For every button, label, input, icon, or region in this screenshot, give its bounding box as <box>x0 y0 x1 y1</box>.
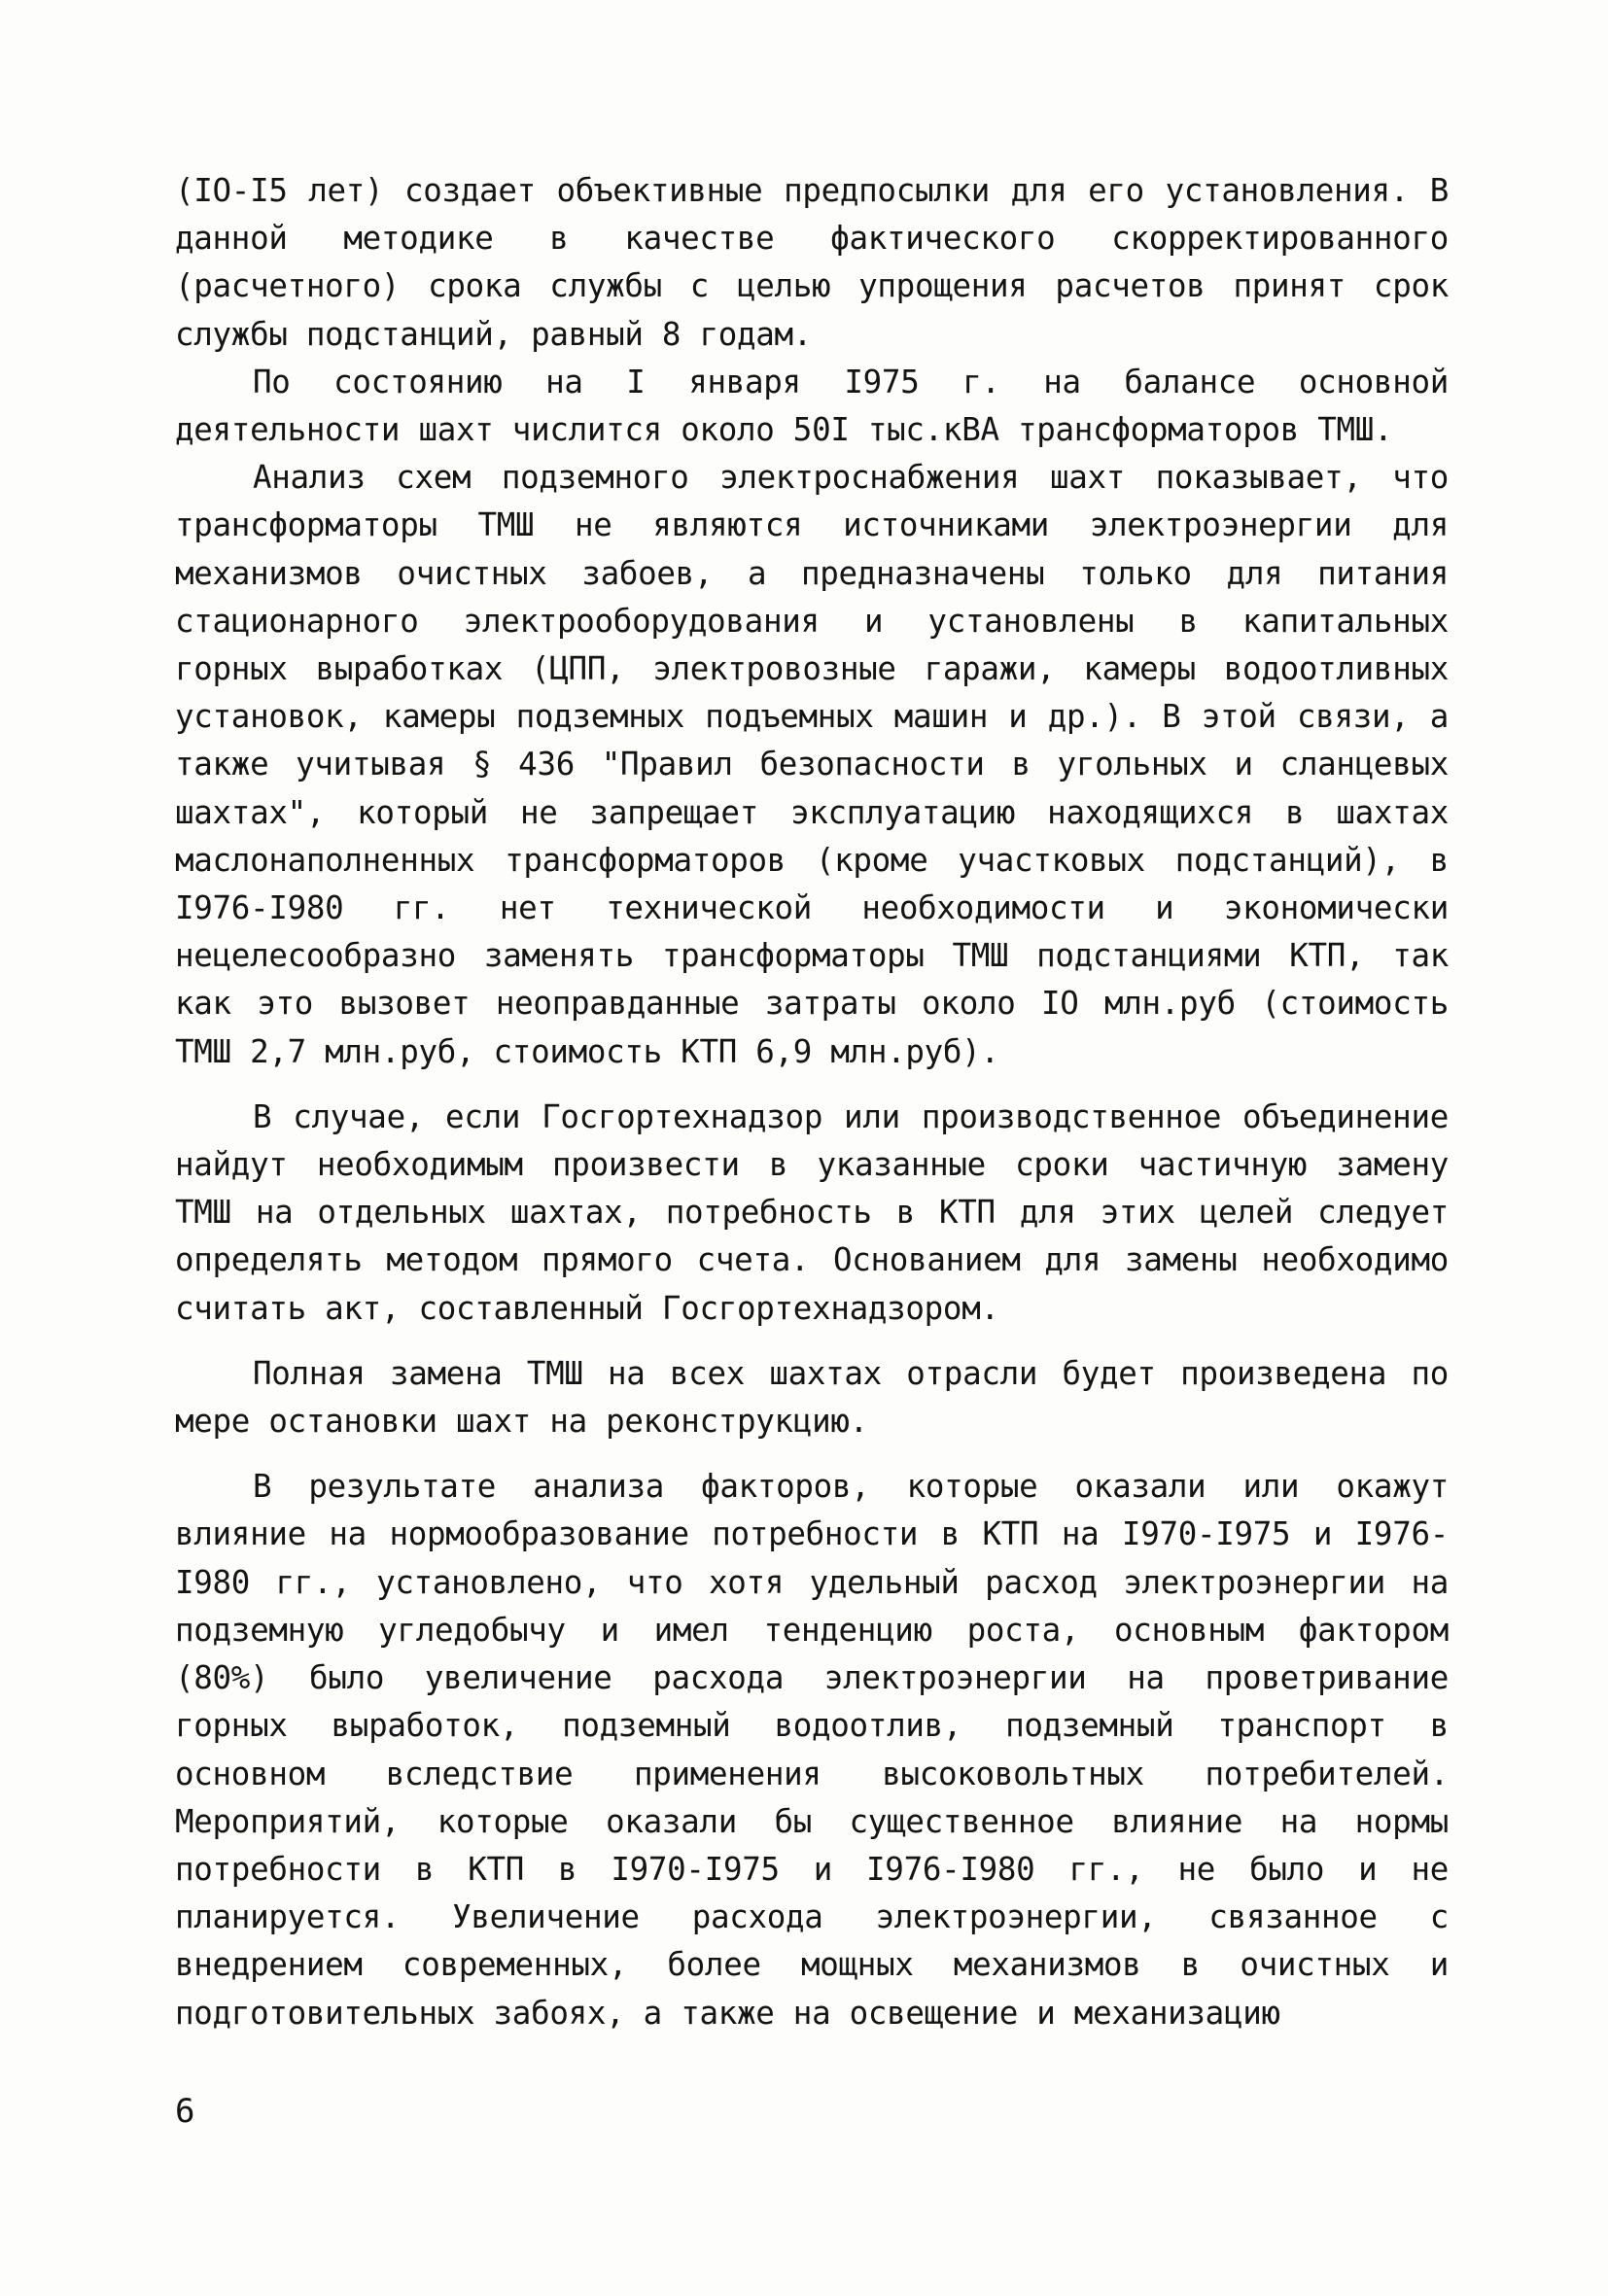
paragraph-analysis: Анализ схем подземного электроснабжения шахт показывает, что трансформаторы ТМШ не являются источниками электроэнергии для механизмов очистных забоев, а предназначены только для питания стационарного электрооборудования и установлены в капитальных горных выработках (ЦПП, электровозные гаражи, камеры водоотливных установок, камеры подземных подъемных машин и др.). В этой связи, а также учитывая § 436 "Правил безопасности в угольных и сланцевых шахтах", который не запрещает эксплуатацию находящихся в шахтах маслонаполненных трансформаторов (кроме участковых подстанций), в I976-I980 гг. нет технической необходимости и экономически нецелесообразно заменять трансформаторы ТМШ подстанциями КТП, так как это вызовет неоправданные затраты около IO млн.руб (стоимость ТМШ 2,7 млн.руб, стоимость КТП 6,9 млн.руб). <box>175 459 1449 1070</box>
paragraph-replacement-case: В случае, если Госгортехнадзор или производственное объединение найдут необходимым произвести в указанные сроки частичную замену ТМШ на отдельных шахтах, потребность в КТП для этих целей следует определять методом прямого счета. Основанием для замены необходимо считать акт, составленный Госгортехнадзором. <box>175 1097 1449 1327</box>
page-number: 6 <box>175 2092 195 2131</box>
paragraph-balance: По состоянию на I января I975 г. на балансе основной деятельности шахт числится около 50I тыс.кВА трансформаторов ТМШ. <box>175 363 1449 449</box>
paragraph-full-replacement: Полная замена ТМШ на всех шахтах отрасли будет произведена по мере остановки шахт на реконструкцию. <box>175 1354 1449 1441</box>
paragraph-service-life: (IO-I5 лет) создает объективные предпосылки для его установления. В данной методике в качестве фактического скорректированного (расчетного) срока службы с целью упрощения расчетов принят срок службы подстанций, равный 8 годам. <box>175 172 1449 353</box>
paragraph-factors: В результате анализа факторов, которые оказали или окажут влияние на нормообразование потребности в КТП на I970-I975 и I976-I980 гг., установлено, что хотя удельный расход электроэнергии на подземную угледобычу и имел тенденцию роста, основным фактором (80%) было увеличение расхода электроэнергии на проветривание горных выработок, подземный водоотлив, подземный транспорт в основном вследствие применения высоковольтных потребителей. Мероприятий, которые оказали бы существенное влияние на нормы потребности в КТП в I970-I975 и I976-I980 гг., не было и не планируется. Увеличение расхода электроэнергии, связанное с внедрением современных, более мощных механизмов в очистных и подготовительных забоях, а также на освещение и механизацию <box>175 1468 1449 2032</box>
body-text <box>175 167 1449 2037</box>
